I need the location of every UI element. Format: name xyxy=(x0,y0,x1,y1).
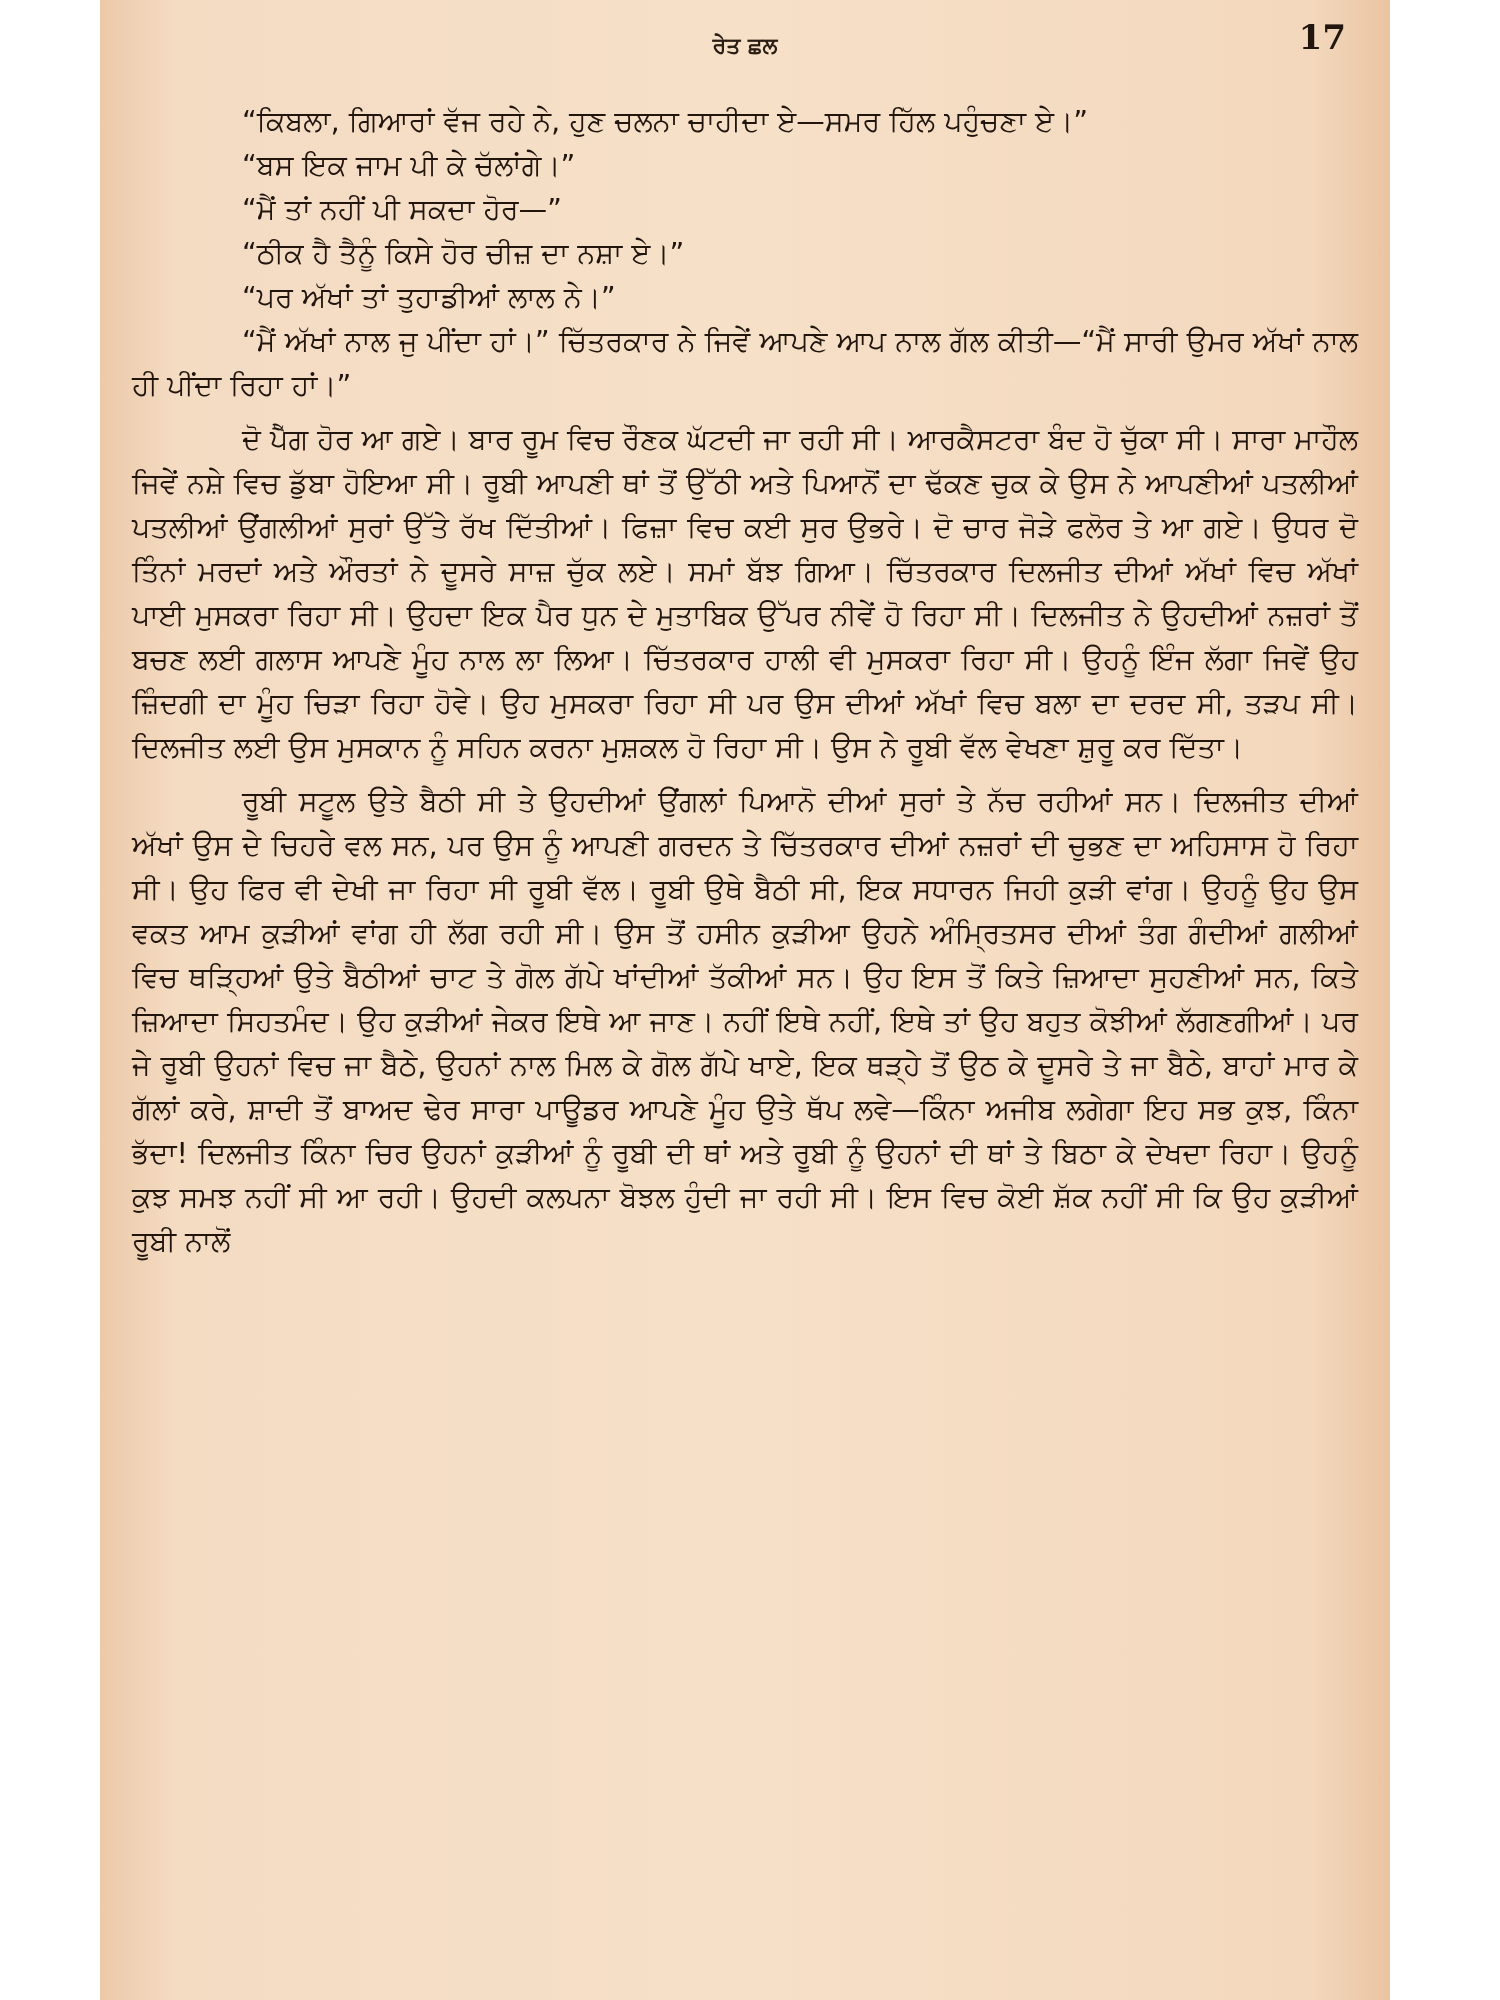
page-number: 17 xyxy=(1298,18,1346,58)
body-text xyxy=(132,100,1358,1264)
book-page xyxy=(100,0,1390,2000)
paragraph: ਦੋ ਪੈੱਗ ਹੋਰ ਆ ਗਏ। ਬਾਰ ਰੂਮ ਵਿਚ ਰੌਣਕ ਘੱਟਦੀ ਜਾ ਰਹੀ ਸੀ। ਆਰਕੈਸਟਰਾ ਬੰਦ ਹੋ ਚੁੱਕਾ ਸੀ। ਸਾਰਾ ਮਾਹੌਲ ਜਿਵੇਂ ਨਸ਼ੇ ਵਿਚ ਡੁੱਬਾ ਹੋਇਆ ਸੀ। ਰੂਬੀ ਆਪਣੀ ਥਾਂ ਤੋਂ ਉੱਠੀ ਅਤੇ ਪਿਆਨੋਂ ਦਾ ਢੱਕਣ ਚੁਕ ਕੇ ਉਸ ਨੇ ਆਪਣੀਆਂ ਪਤਲੀਆਂ ਪਤਲੀਆਂ ਉਂਗਲੀਆਂ ਸੁਰਾਂ ਉੱਤੇ ਰੱਖ ਦਿੱਤੀਆਂ। ਫਿਜ਼ਾ ਵਿਚ ਕਈ ਸੁਰ ਉਭਰੇ। ਦੋ ਚਾਰ ਜੋੜੇ ਫਲੋਰ ਤੇ ਆ ਗਏ। ਉਧਰ ਦੋ ਤਿੰਨਾਂ ਮਰਦਾਂ ਅਤੇ ਔਰਤਾਂ ਨੇ ਦੂਸਰੇ ਸਾਜ਼ ਚੁੱਕ ਲਏ। ਸਮਾਂ ਬੱਝ ਗਿਆ। ਚਿੱਤਰਕਾਰ ਦਿਲਜੀਤ ਦੀਆਂ ਅੱਖਾਂ ਵਿਚ ਅੱਖਾਂ ਪਾਈ ਮੁਸਕਰਾ ਰਿਹਾ ਸੀ। ਉਹਦਾ ਇਕ ਪੈਰ ਧੁਨ ਦੇ ਮੁਤਾਬਿਕ ਉੱਪਰ ਨੀਵੇਂ ਹੋ ਰਿਹਾ ਸੀ। ਦਿਲਜੀਤ ਨੇ ਉਹਦੀਆਂ ਨਜ਼ਰਾਂ ਤੋਂ ਬਚਣ ਲਈ ਗਲਾਸ ਆਪਣੇ ਮੂੰਹ ਨਾਲ ਲਾ ਲਿਆ। ਚਿੱਤਰਕਾਰ ਹਾਲੀ ਵੀ ਮੁਸਕਰਾ ਰਿਹਾ ਸੀ। ਉਹਨੂੰ ਇੰਜ ਲੱਗਾ ਜਿਵੇਂ ਉਹ ਜ਼ਿੰਦਗੀ ਦਾ ਮੂੰਹ ਚਿੜਾ ਰਿਹਾ ਹੋਵੇ। ਉਹ ਮੁਸਕਰਾ ਰਿਹਾ ਸੀ ਪਰ ਉਸ ਦੀਆਂ ਅੱਖਾਂ ਵਿਚ ਬਲਾ ਦਾ ਦਰਦ ਸੀ, ਤੜਪ ਸੀ। ਦਿਲਜੀਤ ਲਈ ਉਸ ਮੁਸਕਾਨ ਨੂੰ ਸਹਿਨ ਕਰਨਾ ਮੁਸ਼ਕਲ ਹੋ ਰਿਹਾ ਸੀ। ਉਸ ਨੇ ਰੂਬੀ ਵੱਲ ਵੇਖਣਾ ਸ਼ੁਰੂ ਕਰ ਦਿੱਤਾ। xyxy=(132,423,1358,764)
dialogue-line: “ਮੈਂ ਅੱਖਾਂ ਨਾਲ ਜੁ ਪੀਂਦਾ ਹਾਂ।” ਚਿੱਤਰਕਾਰ ਨੇ ਜਿਵੇਂ ਆਪਣੇ ਆਪ ਨਾਲ ਗੱਲ ਕੀਤੀ—“ਮੈਂ ਸਾਰੀ ਉਮਰ ਅੱਖਾਂ ਨਾਲ ਹੀ ਪੀਂਦਾ ਰਿਹਾ ਹਾਂ।” xyxy=(132,325,1358,402)
running-head: ਰੇਤ ਛਲ xyxy=(712,34,778,59)
dialogue-line: “ਠੀਕ ਹੈ ਤੈਨੂੰ ਕਿਸੇ ਹੋਰ ਚੀਜ਼ ਦਾ ਨਸ਼ਾ ਏ।” xyxy=(242,237,685,270)
dialogue-line: “ਪਰ ਅੱਖਾਂ ਤਾਂ ਤੁਹਾਡੀਆਂ ਲਾਲ ਨੇ।” xyxy=(242,281,616,314)
dialogue-line: “ਕਿਬਲਾ, ਗਿਆਰਾਂ ਵੱਜ ਰਹੇ ਨੇ, ਹੁਣ ਚਲਨਾ ਚਾਹੀਦਾ ਏ—ਸਮਰ ਹਿੱਲ ਪਹੁੰਚਣਾ ਏ।” xyxy=(242,105,1089,138)
dialogue-line: “ਮੈਂ ਤਾਂ ਨਹੀਂ ਪੀ ਸਕਦਾ ਹੋਰ—” xyxy=(242,193,562,226)
paragraph: ਰੂਬੀ ਸਟੂਲ ਉਤੇ ਬੈਠੀ ਸੀ ਤੇ ਉਹਦੀਆਂ ਉਂਗਲਾਂ ਪਿਆਨੋ ਦੀਆਂ ਸੁਰਾਂ ਤੇ ਨੱਚ ਰਹੀਆਂ ਸਨ। ਦਿਲਜੀਤ ਦੀਆਂ ਅੱਖਾਂ ਉਸ ਦੇ ਚਿਹਰੇ ਵਲ ਸਨ, ਪਰ ਉਸ ਨੂੰ ਆਪਣੀ ਗਰਦਨ ਤੇ ਚਿੱਤਰਕਾਰ ਦੀਆਂ ਨਜ਼ਰਾਂ ਦੀ ਚੁਭਣ ਦਾ ਅਹਿਸਾਸ ਹੋ ਰਿਹਾ ਸੀ। ਉਹ ਫਿਰ ਵੀ ਦੇਖੀ ਜਾ ਰਿਹਾ ਸੀ ਰੂਬੀ ਵੱਲ। ਰੂਬੀ ਉਥੇ ਬੈਠੀ ਸੀ, ਇਕ ਸਧਾਰਨ ਜਿਹੀ ਕੁੜੀ ਵਾਂਗ। ਉਹਨੂੰ ਉਹ ਉਸ ਵਕਤ ਆਮ ਕੁੜੀਆਂ ਵਾਂਗ ਹੀ ਲੱਗ ਰਹੀ ਸੀ। ਉਸ ਤੋਂ ਹਸੀਨ ਕੁੜੀਆ ਉਹਨੇ ਅੰਮ੍ਰਿਤਸਰ ਦੀਆਂ ਤੰਗ ਗੰਦੀਆਂ ਗਲੀਆਂ ਵਿਚ ਥੜ੍ਹਿਆਂ ਉਤੇ ਬੈਠੀਆਂ ਚਾਟ ਤੇ ਗੋਲ ਗੱਪੇ ਖਾਂਦੀਆਂ ਤੱਕੀਆਂ ਸਨ। ਉਹ ਇਸ ਤੋਂ ਕਿਤੇ ਜ਼ਿਆਦਾ ਸੁਹਣੀਆਂ ਸਨ, ਕਿਤੇ ਜ਼ਿਆਦਾ ਸਿਹਤਮੰਦ। ਉਹ ਕੁੜੀਆਂ ਜੇਕਰ ਇਥੇ ਆ ਜਾਣ। ਨਹੀਂ ਇਥੇ ਨਹੀਂ, ਇਥੇ ਤਾਂ ਉਹ ਬਹੁਤ ਕੋਝੀਆਂ ਲੱਗਣਗੀਆਂ। ਪਰ ਜੇ ਰੂਬੀ ਉਹਨਾਂ ਵਿਚ ਜਾ ਬੈਠੇ, ਉਹਨਾਂ ਨਾਲ ਮਿਲ ਕੇ ਗੋਲ ਗੱਪੇ ਖਾਏ, ਇਕ ਥੜ੍ਹੇ ਤੋਂ ਉਠ ਕੇ ਦੂਸਰੇ ਤੇ ਜਾ ਬੈਠੇ, ਬਾਹਾਂ ਮਾਰ ਕੇ ਗੱਲਾਂ ਕਰੇ, ਸ਼ਾਦੀ ਤੋਂ ਬਾਅਦ ਢੇਰ ਸਾਰਾ ਪਾਊਡਰ ਆਪਣੇ ਮੂੰਹ ਉਤੇ ਥੱਪ ਲਵੇ—ਕਿੰਨਾ ਅਜੀਬ ਲਗੇਗਾ ਇਹ ਸਭ ਕੁਝ, ਕਿੰਨਾ ਭੱਦਾ! ਦਿਲਜੀਤ ਕਿੰਨਾ ਚਿਰ ਉਹਨਾਂ ਕੁੜੀਆਂ ਨੂੰ ਰੂਬੀ ਦੀ ਥਾਂ ਅਤੇ ਰੂਬੀ ਨੂੰ ਉਹਨਾਂ ਦੀ ਥਾਂ ਤੇ ਬਿਠਾ ਕੇ ਦੇਖਦਾ ਰਿਹਾ। ਉਹਨੂੰ ਕੁਝ ਸਮਝ ਨਹੀਂ ਸੀ ਆ ਰਹੀ। ਉਹਦੀ ਕਲਪਨਾ ਬੋਝਲ ਹੁੰਦੀ ਜਾ ਰਹੀ ਸੀ। ਇਸ ਵਿਚ ਕੋਈ ਸ਼ੱਕ ਨਹੀਂ ਸੀ ਕਿ ਉਹ ਕੁੜੀਆਂ ਰੂਬੀ ਨਾਲੋਂ xyxy=(132,785,1358,1258)
dialogue-line: “ਬਸ ਇਕ ਜਾਮ ਪੀ ਕੇ ਚੱਲਾਂਗੇ।” xyxy=(242,149,576,182)
